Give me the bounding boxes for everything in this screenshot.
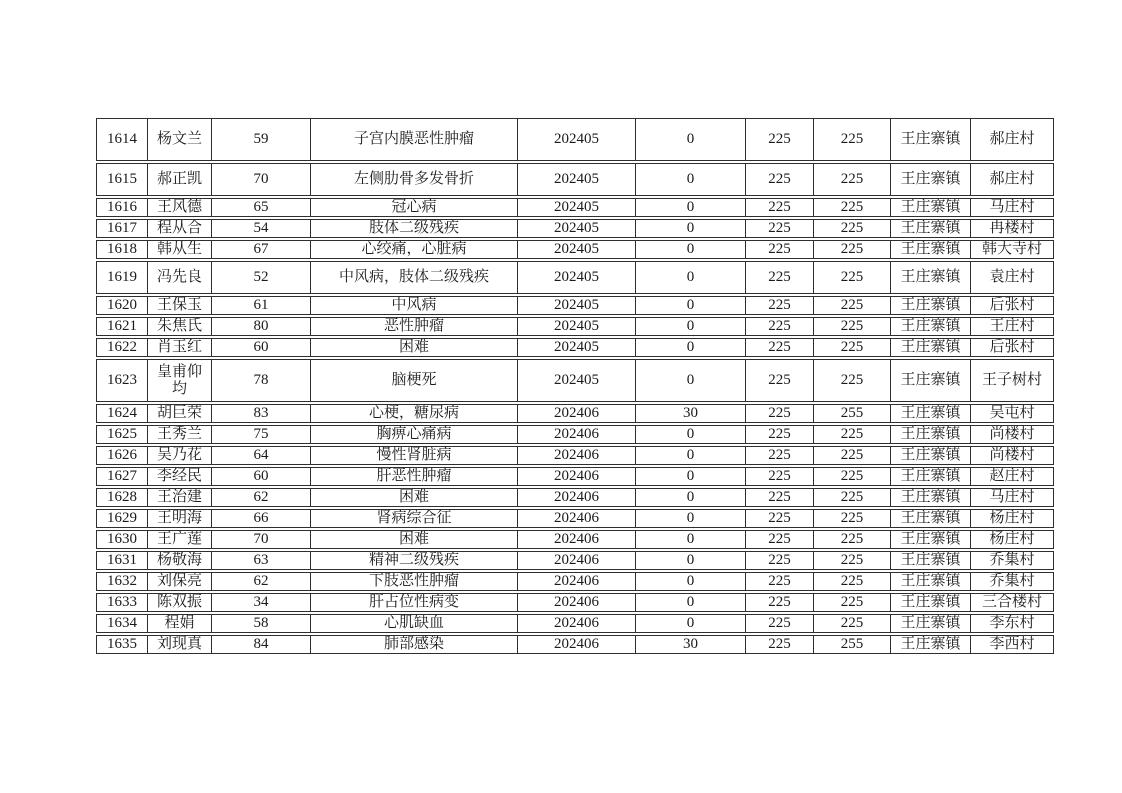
cell-total-amount: 225	[813, 198, 890, 217]
cell-town: 王庄寨镇	[890, 467, 970, 486]
cell-village: 后张村	[970, 296, 1054, 315]
cell-person-name: 胡巨荣	[147, 404, 211, 423]
cell-extra-amount: 0	[635, 118, 745, 161]
cell-serial-number: 1625	[96, 425, 147, 444]
cell-month: 202406	[517, 593, 635, 612]
cell-town: 王庄寨镇	[890, 593, 970, 612]
cell-age: 67	[211, 240, 310, 259]
cell-total-amount: 225	[813, 488, 890, 507]
cell-person-name: 皇甫仰均	[147, 359, 211, 402]
cell-total-amount: 225	[813, 593, 890, 612]
cell-village: 乔集村	[970, 551, 1054, 570]
cell-age: 58	[211, 614, 310, 633]
cell-month: 202405	[517, 261, 635, 294]
cell-village: 马庄村	[970, 198, 1054, 217]
cell-month: 202406	[517, 635, 635, 654]
cell-extra-amount: 0	[635, 530, 745, 549]
cell-reason: 心肌缺血	[310, 614, 517, 633]
cell-base-amount: 225	[745, 530, 813, 549]
cell-total-amount: 225	[813, 317, 890, 336]
cell-serial-number: 1632	[96, 572, 147, 591]
table-row	[96, 509, 1054, 528]
cell-month: 202405	[517, 163, 635, 196]
cell-town: 王庄寨镇	[890, 509, 970, 528]
cell-age: 60	[211, 338, 310, 357]
table-row	[96, 551, 1054, 570]
table-row	[96, 317, 1054, 336]
table-row	[96, 240, 1054, 259]
cell-serial-number: 1615	[96, 163, 147, 196]
cell-village: 杨庄村	[970, 509, 1054, 528]
cell-extra-amount: 30	[635, 635, 745, 654]
table-row	[96, 118, 1054, 161]
cell-age: 59	[211, 118, 310, 161]
cell-age: 70	[211, 530, 310, 549]
cell-age: 75	[211, 425, 310, 444]
cell-age: 62	[211, 572, 310, 591]
cell-reason: 肝恶性肿瘤	[310, 467, 517, 486]
cell-person-name: 程娟	[147, 614, 211, 633]
cell-serial-number: 1631	[96, 551, 147, 570]
cell-town: 王庄寨镇	[890, 118, 970, 161]
cell-village: 郝庄村	[970, 118, 1054, 161]
cell-extra-amount: 0	[635, 446, 745, 465]
cell-base-amount: 225	[745, 296, 813, 315]
cell-serial-number: 1627	[96, 467, 147, 486]
cell-reason: 肾病综合征	[310, 509, 517, 528]
cell-village: 李西村	[970, 635, 1054, 654]
cell-total-amount: 255	[813, 635, 890, 654]
cell-age: 54	[211, 219, 310, 238]
cell-village: 韩大寺村	[970, 240, 1054, 259]
cell-person-name: 李经民	[147, 467, 211, 486]
cell-serial-number: 1616	[96, 198, 147, 217]
cell-age: 65	[211, 198, 310, 217]
cell-serial-number: 1621	[96, 317, 147, 336]
table-row	[96, 338, 1054, 357]
table-row	[96, 296, 1054, 315]
table-row	[96, 593, 1054, 612]
cell-total-amount: 225	[813, 551, 890, 570]
cell-serial-number: 1617	[96, 219, 147, 238]
cell-month: 202406	[517, 425, 635, 444]
cell-town: 王庄寨镇	[890, 261, 970, 294]
cell-village: 马庄村	[970, 488, 1054, 507]
cell-extra-amount: 0	[635, 198, 745, 217]
cell-village: 吴屯村	[970, 404, 1054, 423]
cell-base-amount: 225	[745, 614, 813, 633]
cell-town: 王庄寨镇	[890, 488, 970, 507]
cell-town: 王庄寨镇	[890, 572, 970, 591]
cell-village: 尚楼村	[970, 425, 1054, 444]
cell-extra-amount: 0	[635, 572, 745, 591]
table-row	[96, 359, 1054, 402]
cell-town: 王庄寨镇	[890, 338, 970, 357]
cell-person-name: 冯先良	[147, 261, 211, 294]
cell-month: 202405	[517, 338, 635, 357]
cell-town: 王庄寨镇	[890, 296, 970, 315]
cell-extra-amount: 0	[635, 296, 745, 315]
cell-month: 202405	[517, 296, 635, 315]
cell-reason: 恶性肿瘤	[310, 317, 517, 336]
cell-reason: 肝占位性病变	[310, 593, 517, 612]
cell-extra-amount: 0	[635, 261, 745, 294]
cell-base-amount: 225	[745, 488, 813, 507]
cell-base-amount: 225	[745, 635, 813, 654]
cell-person-name: 陈双振	[147, 593, 211, 612]
cell-town: 王庄寨镇	[890, 425, 970, 444]
cell-village: 杨庄村	[970, 530, 1054, 549]
cell-month: 202405	[517, 219, 635, 238]
table-row	[96, 488, 1054, 507]
cell-person-name: 王保玉	[147, 296, 211, 315]
cell-base-amount: 225	[745, 593, 813, 612]
cell-extra-amount: 0	[635, 425, 745, 444]
cell-total-amount: 225	[813, 261, 890, 294]
cell-village: 李东村	[970, 614, 1054, 633]
cell-month: 202405	[517, 198, 635, 217]
cell-base-amount: 225	[745, 359, 813, 402]
cell-total-amount: 225	[813, 118, 890, 161]
cell-extra-amount: 0	[635, 551, 745, 570]
cell-month: 202406	[517, 446, 635, 465]
cell-month: 202405	[517, 359, 635, 402]
cell-person-name: 朱焦氏	[147, 317, 211, 336]
cell-month: 202406	[517, 572, 635, 591]
cell-base-amount: 225	[745, 467, 813, 486]
cell-age: 64	[211, 446, 310, 465]
cell-base-amount: 225	[745, 338, 813, 357]
cell-reason: 冠心病	[310, 198, 517, 217]
cell-serial-number: 1629	[96, 509, 147, 528]
cell-total-amount: 225	[813, 509, 890, 528]
cell-town: 王庄寨镇	[890, 240, 970, 259]
cell-town: 王庄寨镇	[890, 359, 970, 402]
cell-month: 202405	[517, 317, 635, 336]
cell-reason: 中风病，肢体二级残疾	[310, 261, 517, 294]
table-row	[96, 446, 1054, 465]
cell-person-name: 肖玉红	[147, 338, 211, 357]
cell-extra-amount: 30	[635, 404, 745, 423]
table-row	[96, 467, 1054, 486]
cell-village: 三合楼村	[970, 593, 1054, 612]
cell-extra-amount: 0	[635, 240, 745, 259]
cell-serial-number: 1630	[96, 530, 147, 549]
cell-serial-number: 1620	[96, 296, 147, 315]
cell-reason: 中风病	[310, 296, 517, 315]
cell-base-amount: 225	[745, 572, 813, 591]
cell-town: 王庄寨镇	[890, 446, 970, 465]
cell-total-amount: 225	[813, 338, 890, 357]
cell-person-name: 吴乃花	[147, 446, 211, 465]
cell-total-amount: 225	[813, 614, 890, 633]
cell-extra-amount: 0	[635, 593, 745, 612]
cell-serial-number: 1624	[96, 404, 147, 423]
cell-base-amount: 225	[745, 163, 813, 196]
table-row	[96, 163, 1054, 196]
table-row	[96, 530, 1054, 549]
cell-reason: 脑梗死	[310, 359, 517, 402]
cell-town: 王庄寨镇	[890, 404, 970, 423]
cell-serial-number: 1633	[96, 593, 147, 612]
cell-person-name: 王明海	[147, 509, 211, 528]
cell-person-name: 韩从生	[147, 240, 211, 259]
cell-village: 袁庄村	[970, 261, 1054, 294]
cell-total-amount: 225	[813, 572, 890, 591]
cell-serial-number: 1626	[96, 446, 147, 465]
cell-serial-number: 1618	[96, 240, 147, 259]
cell-extra-amount: 0	[635, 614, 745, 633]
cell-person-name: 刘现真	[147, 635, 211, 654]
table-row	[96, 261, 1054, 294]
table-row	[96, 219, 1054, 238]
cell-reason: 困难	[310, 488, 517, 507]
cell-month: 202405	[517, 240, 635, 259]
cell-base-amount: 225	[745, 425, 813, 444]
cell-total-amount: 225	[813, 530, 890, 549]
cell-age: 63	[211, 551, 310, 570]
cell-age: 34	[211, 593, 310, 612]
cell-village: 后张村	[970, 338, 1054, 357]
cell-extra-amount: 0	[635, 163, 745, 196]
cell-base-amount: 225	[745, 219, 813, 238]
cell-total-amount: 225	[813, 425, 890, 444]
cell-person-name: 王风德	[147, 198, 211, 217]
cell-village: 乔集村	[970, 572, 1054, 591]
cell-village: 赵庄村	[970, 467, 1054, 486]
table-row	[96, 614, 1054, 633]
cell-total-amount: 225	[813, 219, 890, 238]
cell-age: 80	[211, 317, 310, 336]
cell-month: 202405	[517, 118, 635, 161]
cell-age: 70	[211, 163, 310, 196]
cell-age: 78	[211, 359, 310, 402]
cell-serial-number: 1635	[96, 635, 147, 654]
cell-reason: 下肢恶性肿瘤	[310, 572, 517, 591]
cell-base-amount: 225	[745, 404, 813, 423]
cell-extra-amount: 0	[635, 359, 745, 402]
cell-reason: 左侧肋骨多发骨折	[310, 163, 517, 196]
table-row	[96, 635, 1054, 654]
cell-age: 62	[211, 488, 310, 507]
cell-serial-number: 1622	[96, 338, 147, 357]
cell-town: 王庄寨镇	[890, 614, 970, 633]
table-row	[96, 425, 1054, 444]
cell-reason: 子宫内膜恶性肿瘤	[310, 118, 517, 161]
cell-town: 王庄寨镇	[890, 530, 970, 549]
cell-person-name: 王广莲	[147, 530, 211, 549]
cell-month: 202406	[517, 530, 635, 549]
cell-total-amount: 225	[813, 240, 890, 259]
cell-reason: 精神二级残疾	[310, 551, 517, 570]
table-row	[96, 198, 1054, 217]
cell-reason: 胸痹心痛病	[310, 425, 517, 444]
cell-serial-number: 1614	[96, 118, 147, 161]
cell-reason: 慢性肾脏病	[310, 446, 517, 465]
cell-base-amount: 225	[745, 240, 813, 259]
cell-person-name: 郝正凯	[147, 163, 211, 196]
cell-town: 王庄寨镇	[890, 198, 970, 217]
table-row	[96, 572, 1054, 591]
table-row	[96, 404, 1054, 423]
cell-extra-amount: 0	[635, 219, 745, 238]
cell-person-name: 程从合	[147, 219, 211, 238]
cell-serial-number: 1623	[96, 359, 147, 402]
cell-serial-number: 1619	[96, 261, 147, 294]
cell-base-amount: 225	[745, 118, 813, 161]
cell-reason: 困难	[310, 530, 517, 549]
cell-reason: 心梗，糖尿病	[310, 404, 517, 423]
cell-month: 202406	[517, 551, 635, 570]
cell-person-name: 杨敬海	[147, 551, 211, 570]
cell-village: 王庄村	[970, 317, 1054, 336]
cell-village: 尚楼村	[970, 446, 1054, 465]
cell-serial-number: 1634	[96, 614, 147, 633]
cell-town: 王庄寨镇	[890, 635, 970, 654]
cell-person-name: 王治建	[147, 488, 211, 507]
cell-extra-amount: 0	[635, 317, 745, 336]
cell-village: 王子树村	[970, 359, 1054, 402]
cell-base-amount: 225	[745, 509, 813, 528]
cell-total-amount: 225	[813, 163, 890, 196]
cell-age: 84	[211, 635, 310, 654]
cell-town: 王庄寨镇	[890, 551, 970, 570]
cell-age: 52	[211, 261, 310, 294]
cell-extra-amount: 0	[635, 509, 745, 528]
cell-serial-number: 1628	[96, 488, 147, 507]
cell-village: 冉楼村	[970, 219, 1054, 238]
cell-reason: 肺部感染	[310, 635, 517, 654]
cell-month: 202406	[517, 404, 635, 423]
cell-extra-amount: 0	[635, 467, 745, 486]
cell-base-amount: 225	[745, 446, 813, 465]
cell-base-amount: 225	[745, 317, 813, 336]
cell-reason: 困难	[310, 338, 517, 357]
cell-month: 202406	[517, 488, 635, 507]
cell-total-amount: 225	[813, 296, 890, 315]
cell-month: 202406	[517, 509, 635, 528]
cell-base-amount: 225	[745, 261, 813, 294]
cell-total-amount: 225	[813, 359, 890, 402]
cell-person-name: 王秀兰	[147, 425, 211, 444]
cell-person-name: 杨文兰	[147, 118, 211, 161]
cell-extra-amount: 0	[635, 338, 745, 357]
cell-base-amount: 225	[745, 551, 813, 570]
cell-base-amount: 225	[745, 198, 813, 217]
cell-town: 王庄寨镇	[890, 219, 970, 238]
cell-age: 61	[211, 296, 310, 315]
cell-total-amount: 225	[813, 467, 890, 486]
cell-village: 郝庄村	[970, 163, 1054, 196]
cell-person-name: 刘保亮	[147, 572, 211, 591]
assistance-roster-table	[96, 116, 1054, 656]
cell-total-amount: 255	[813, 404, 890, 423]
cell-age: 83	[211, 404, 310, 423]
cell-town: 王庄寨镇	[890, 163, 970, 196]
cell-extra-amount: 0	[635, 488, 745, 507]
cell-town: 王庄寨镇	[890, 317, 970, 336]
cell-month: 202406	[517, 467, 635, 486]
cell-reason: 肢体二级残疾	[310, 219, 517, 238]
cell-month: 202406	[517, 614, 635, 633]
cell-total-amount: 225	[813, 446, 890, 465]
cell-reason: 心绞痛，心脏病	[310, 240, 517, 259]
cell-age: 60	[211, 467, 310, 486]
cell-age: 66	[211, 509, 310, 528]
